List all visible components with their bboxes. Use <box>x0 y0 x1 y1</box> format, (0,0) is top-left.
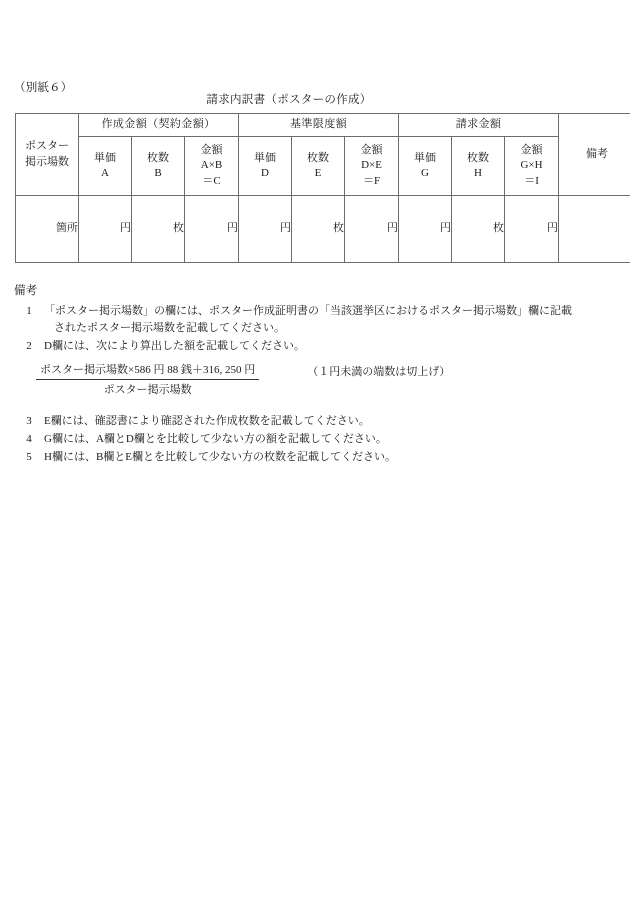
fraction-numerator: ポスター掲示場数×586 円 88 銭＋316, 250 円 <box>36 362 259 381</box>
subheader-h-line2: H <box>474 167 482 179</box>
cell-sheets-b[interactable]: 枚 <box>132 196 185 263</box>
table-row <box>16 196 630 263</box>
note-item-3 <box>14 413 618 430</box>
subheader-c-line2: A×B <box>200 159 223 172</box>
table-subheader-row <box>16 137 630 196</box>
formula-block <box>36 362 618 399</box>
subheader-b-line1: 枚数 <box>147 151 169 164</box>
header-poster-place-count <box>16 114 79 196</box>
subheader-unit-price-g <box>399 137 452 196</box>
header-poster-place-count-line1: ポスター <box>25 140 69 153</box>
cell-amount-i[interactable]: 円 <box>505 196 559 263</box>
note-item-2 <box>14 338 618 355</box>
note-1-line2: されたポスター掲示場数を記載してください。 <box>54 321 285 334</box>
subheader-f-line1: 金額 <box>360 144 383 157</box>
subheader-amount-f <box>345 137 399 196</box>
notes-tail-group <box>14 413 618 466</box>
subheader-e-line1: 枚数 <box>307 151 330 164</box>
note-1-line1: 「ポスター掲示場数」の欄には、ポスター作成証明書の「当該選挙区におけるポスター掲示場数」欄に記載 <box>44 304 572 317</box>
header-remarks: 備考 <box>559 114 630 196</box>
cell-amount-c[interactable]: 円 <box>185 196 239 263</box>
subheader-sheets-e <box>292 137 345 196</box>
subheader-amount-i <box>505 137 559 196</box>
cell-poster-place-count[interactable]: 箇所 <box>16 196 79 263</box>
note-3-line1: E欄には、確認書により確認された作成枚数を記載してください。 <box>44 414 370 427</box>
header-group-claim-amount: 請求金額 <box>399 114 559 137</box>
note-2-line1: D欄には、次により算出した額を記載してください。 <box>44 339 305 352</box>
cell-amount-f[interactable]: 円 <box>345 196 399 263</box>
note-text-2 <box>44 338 618 355</box>
subheader-h-line1: 枚数 <box>467 151 490 164</box>
note-text-4 <box>44 431 618 448</box>
cell-unit-price-a[interactable]: 円 <box>79 196 132 263</box>
note-item-5 <box>14 449 618 466</box>
header-poster-place-count-line2: 掲示場数 <box>25 155 69 168</box>
header-group-standard-limit: 基準限度額 <box>239 114 399 137</box>
page-title: 請求内訳書（ポスターの作成） <box>206 94 372 106</box>
table-group-header-row <box>16 114 630 137</box>
note-number-2: 2 <box>26 339 32 352</box>
header-group-creation-amount: 作成金額（契約金額） <box>79 114 239 137</box>
breakdown-table-wrapper <box>15 113 609 263</box>
fraction-denominator: ポスター掲示場数 <box>103 384 192 397</box>
note-text-5 <box>44 449 618 466</box>
subheader-i-line3: ＝I <box>524 174 539 187</box>
calculation-fraction <box>36 362 259 399</box>
cell-sheets-h[interactable]: 枚 <box>452 196 505 263</box>
notes-heading: 備考 <box>14 285 38 297</box>
subheader-f-line2: D×E <box>361 159 382 172</box>
cell-unit-price-g[interactable]: 円 <box>399 196 452 263</box>
note-number-3: 3 <box>26 414 32 427</box>
note-text-3 <box>44 413 618 430</box>
note-item-4 <box>14 431 618 448</box>
subheader-g-line1: 単価 <box>414 151 437 164</box>
subheader-d-line2: D <box>261 167 269 179</box>
subheader-unit-price-d <box>239 137 292 196</box>
subheader-sheets-h <box>452 137 505 196</box>
notes-section <box>14 283 618 466</box>
cell-unit-price-d[interactable]: 円 <box>239 196 292 263</box>
subheader-g-line2: G <box>421 167 429 179</box>
cell-sheets-e[interactable]: 枚 <box>292 196 345 263</box>
cell-remarks[interactable] <box>559 196 630 263</box>
note-4-line1: G欄には、A欄とD欄とを比較して少ない方の額を記載してください。 <box>44 433 387 445</box>
subheader-a-line1: 単価 <box>94 151 116 164</box>
subheader-sheets-b <box>132 137 185 196</box>
note-number-5: 5 <box>26 451 32 464</box>
subheader-a-line2: A <box>101 167 109 179</box>
subheader-i-line1: 金額 <box>520 144 543 157</box>
note-5-line1: H欄には、B欄とE欄とを比較して少ない方の枚数を記載してください。 <box>44 451 396 464</box>
subheader-amount-c <box>185 137 239 196</box>
subheader-b-line2: B <box>154 167 162 179</box>
subheader-c-line1: 金額 <box>200 144 223 157</box>
rounding-note: （１円未満の端数は切上げ） <box>307 365 451 378</box>
subheader-e-line2: E <box>314 167 322 179</box>
sheet-label: （別紙６） <box>14 82 73 94</box>
subheader-i-line2: G×H <box>520 159 543 172</box>
subheader-c-line3: ＝C <box>202 174 221 187</box>
breakdown-table <box>15 113 630 263</box>
note-number-1: 1 <box>26 304 32 317</box>
note-item-1 <box>14 303 618 337</box>
subheader-f-line3: ＝F <box>362 174 381 187</box>
subheader-d-line1: 単価 <box>254 151 277 164</box>
subheader-unit-price-a <box>79 137 132 196</box>
note-text-1 <box>44 303 618 337</box>
note-number-4: 4 <box>26 433 32 445</box>
